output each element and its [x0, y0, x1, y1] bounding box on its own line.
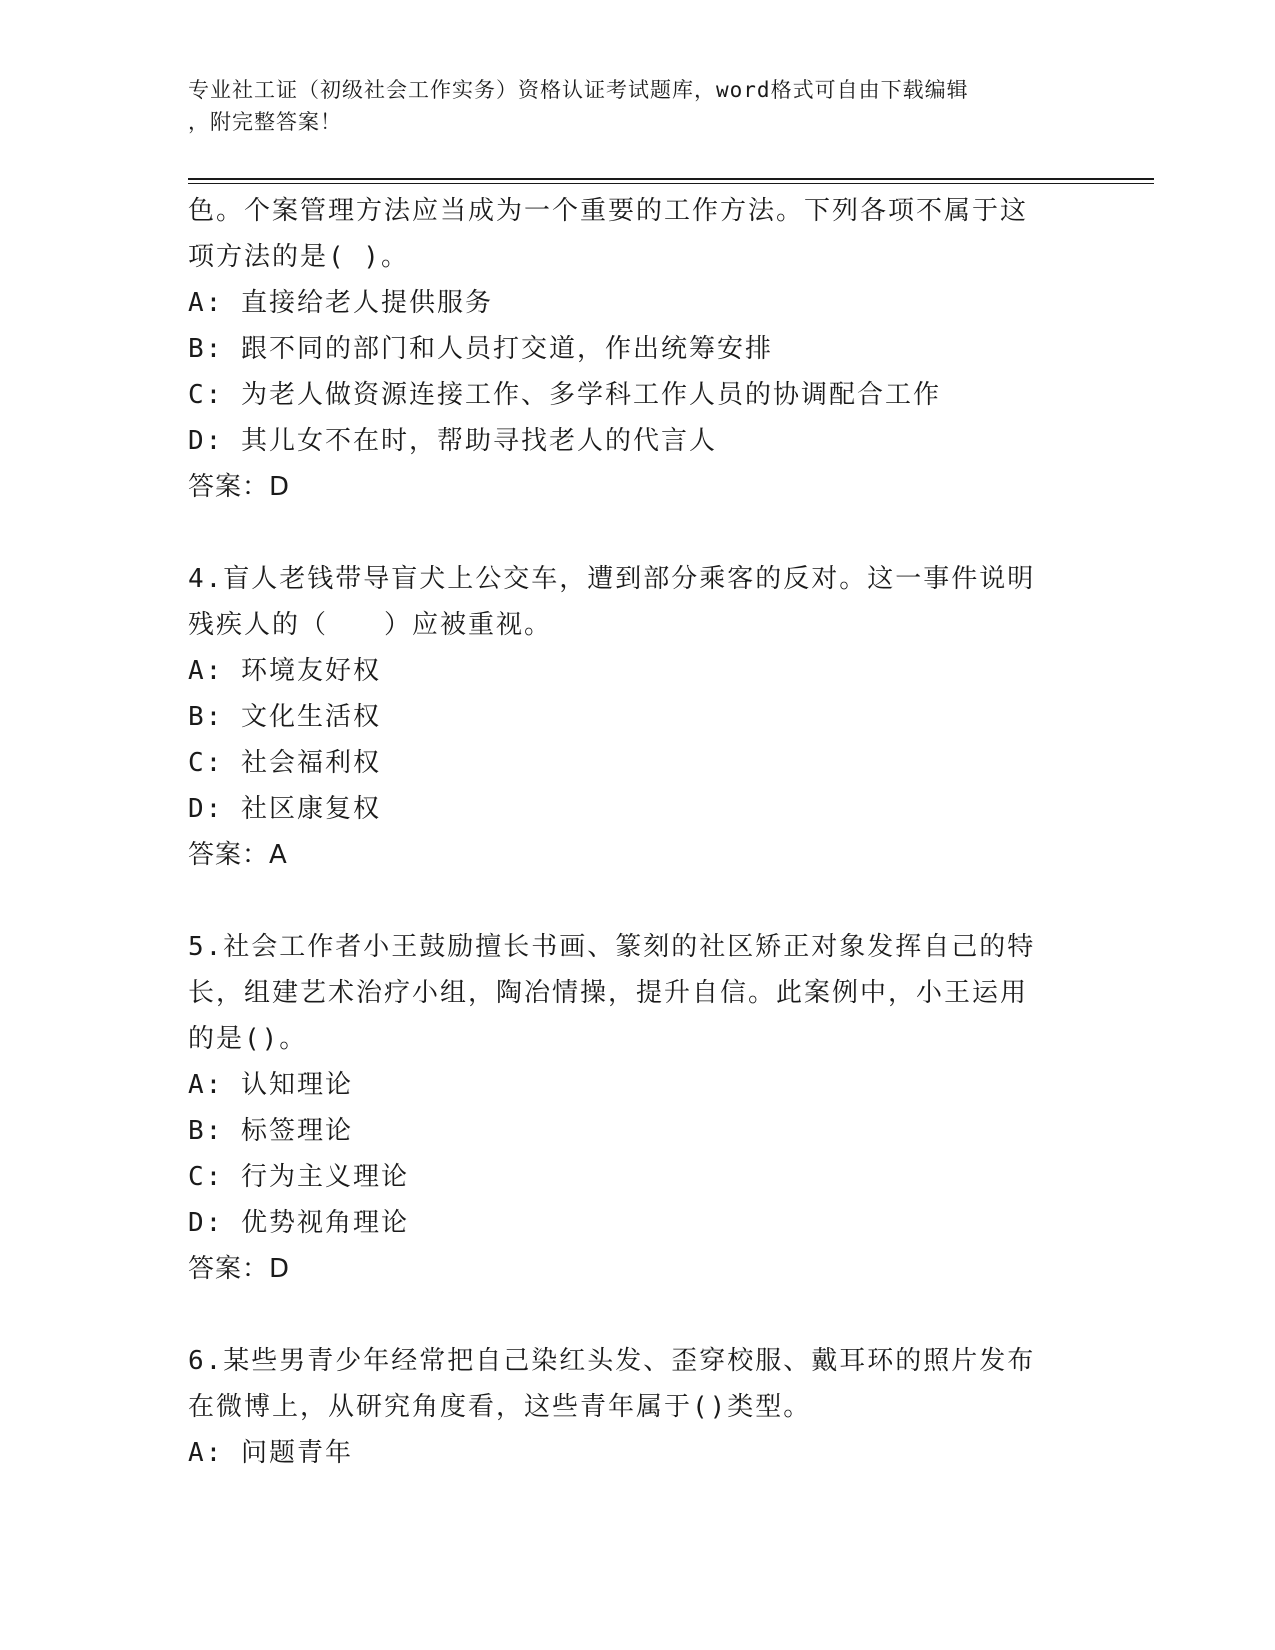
question-stem-line: 项方法的是( )。 — [188, 242, 409, 272]
option-b: B: 标签理论 — [188, 1116, 353, 1146]
question-stem-line: 4.盲人老钱带导盲犬上公交车，遭到部分乘客的反对。这一事件说明 — [188, 564, 1036, 594]
answer-line: 答案：A — [188, 840, 288, 870]
option-b: B: 文化生活权 — [188, 702, 381, 732]
answer-line: 答案：D — [188, 472, 291, 502]
document-header — [188, 74, 1068, 138]
option-a: A: 直接给老人提供服务 — [188, 288, 493, 318]
question-stem-line: 5.社会工作者小王鼓励擅长书画、篆刻的社区矫正对象发挥自己的特 — [188, 932, 1036, 962]
question-4 — [188, 556, 1088, 878]
question-stem-line: 的是()。 — [188, 1024, 308, 1054]
question-spacer — [188, 1292, 1088, 1338]
question-stem-line: 残疾人的（ ）应被重视。 — [188, 610, 553, 640]
header-rule-thin — [188, 183, 1154, 184]
question-spacer — [188, 510, 1088, 556]
option-c: C: 行为主义理论 — [188, 1162, 409, 1192]
answer-line: 答案：D — [188, 1254, 291, 1284]
question-spacer — [188, 878, 1088, 924]
question-6 — [188, 1338, 1088, 1476]
option-c: C: 社会福利权 — [188, 748, 381, 778]
question-stem-line: 色。个案管理方法应当成为一个重要的工作方法。下列各项不属于这 — [188, 196, 1029, 226]
question-content — [188, 188, 1088, 1476]
option-a: A: 环境友好权 — [188, 656, 381, 686]
header-title-line-1: 专业社工证（初级社会工作实务）资格认证考试题库，word格式可自由下载编辑 — [188, 78, 969, 102]
question-stem-line: 6.某些男青少年经常把自己染红头发、歪穿校服、戴耳环的照片发布 — [188, 1346, 1036, 1376]
option-d: D: 社区康复权 — [188, 794, 381, 824]
question-5 — [188, 924, 1088, 1292]
option-b: B: 跟不同的部门和人员打交道，作出统筹安排 — [188, 334, 773, 364]
option-c: C: 为老人做资源连接工作、多学科工作人员的协调配合工作 — [188, 380, 941, 410]
question-stem-line: 长，组建艺术治疗小组，陶冶情操，提升自信。此案例中，小王运用 — [188, 978, 1029, 1008]
header-rule-thick — [188, 178, 1154, 180]
option-d: D: 其儿女不在时，帮助寻找老人的代言人 — [188, 426, 717, 456]
option-a: A: 问题青年 — [188, 1438, 353, 1468]
option-a: A: 认知理论 — [188, 1070, 353, 1100]
question-3 — [188, 188, 1088, 510]
header-title-line-2: ，附完整答案！ — [188, 110, 342, 134]
option-d: D: 优势视角理论 — [188, 1208, 409, 1238]
question-stem-line: 在微博上，从研究角度看，这些青年属于()类型。 — [188, 1392, 812, 1422]
